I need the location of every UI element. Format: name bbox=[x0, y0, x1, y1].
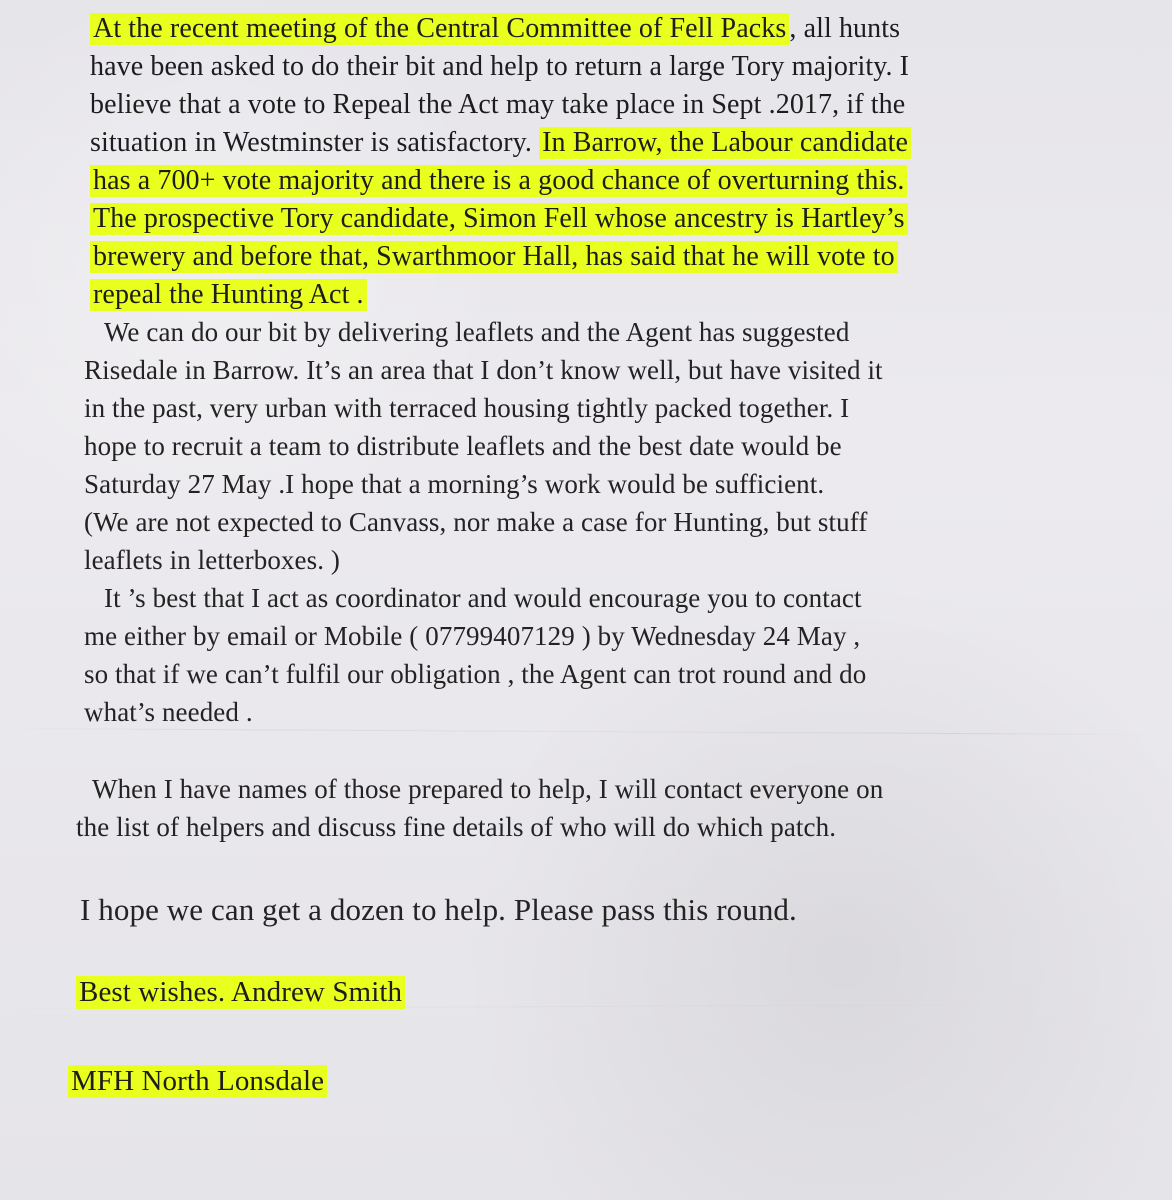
highlighted-text-1: At the recent meeting of the Central Committee of Fell Packs bbox=[90, 13, 789, 45]
highlighted-text-4: The prospective Tory candidate, Simon Fell whose ancestry is Hartley’s bbox=[90, 203, 908, 235]
paragraph-1-line-6 bbox=[90, 203, 908, 235]
paragraph-2-line-6: (We are not expected to Canvass, nor make a case for Hunting, but stuff bbox=[84, 507, 868, 537]
paragraph-2-line-3: in the past, very urban with terraced housing tightly packed together. I bbox=[84, 393, 850, 423]
paragraph-2-line-4: hope to recruit a team to distribute leaflets and the best date would be bbox=[84, 431, 842, 461]
signature-line-2 bbox=[68, 1065, 327, 1098]
fold-shadow-top bbox=[0, 728, 1172, 735]
paragraph-4-line-2: the list of helpers and discuss fine details of who will do which patch. bbox=[76, 812, 837, 842]
highlighted-text-5: brewery and before that, Swarthmoor Hall, has said that he will vote to bbox=[90, 241, 898, 273]
paragraph-2-line-1: We can do our bit by delivering leaflets and the Agent has suggested bbox=[104, 317, 850, 347]
paragraph-4-line-1: When I have names of those prepared to help, I will contact everyone on bbox=[92, 774, 884, 804]
paragraph-2-line-2: Risedale in Barrow. It’s an area that I don’t know well, but have visited it bbox=[84, 355, 883, 385]
paragraph-3-line-2: me either by email or Mobile ( 07799407129 ) by Wednesday 24 May , bbox=[84, 621, 861, 651]
paragraph-1-line-1 bbox=[90, 13, 900, 45]
paragraph-1-line-3: believe that a vote to Repeal the Act may take place in Sept .2017, if the bbox=[90, 89, 906, 120]
paragraph-1-line-7 bbox=[90, 241, 898, 273]
paragraph-3-line-3: so that if we can’t fulfil our obligation , the Agent can trot round and do bbox=[84, 659, 867, 689]
highlighted-text-6: repeal the Hunting Act . bbox=[90, 279, 367, 311]
text-before-highlight-2: situation in Westminster is satisfactory. bbox=[90, 127, 540, 158]
paragraph-3-line-1: It ’s best that I act as coordinator and would encourage you to contact bbox=[104, 583, 862, 613]
paragraph-2-line-7: leaflets in letterboxes. ) bbox=[84, 545, 341, 575]
highlighted-text-3: has a 700+ vote majority and there is a good chance of overturning this. bbox=[90, 165, 907, 197]
highlighted-signature-2: MFH North Lonsdale bbox=[68, 1065, 327, 1098]
text-after-highlight-1: , all hunts bbox=[789, 13, 901, 44]
paragraph-2-line-5: Saturday 27 May .I hope that a morning’s work would be sufficient. bbox=[84, 469, 825, 499]
paragraph-1-line-5 bbox=[90, 165, 907, 197]
signature-line-1 bbox=[76, 976, 405, 1009]
closing-line: I hope we can get a dozen to help. Please pass this round. bbox=[80, 892, 797, 927]
paragraph-3-line-4: what’s needed . bbox=[84, 697, 253, 727]
paragraph-1-line-8 bbox=[90, 279, 367, 311]
highlighted-signature-1: Best wishes. Andrew Smith bbox=[76, 976, 405, 1009]
paragraph-1-line-2: have been asked to do their bit and help to return a large Tory majority. I bbox=[90, 51, 910, 82]
paragraph-1-line-4 bbox=[90, 127, 911, 159]
highlighted-text-2: In Barrow, the Labour candidate bbox=[539, 127, 911, 159]
